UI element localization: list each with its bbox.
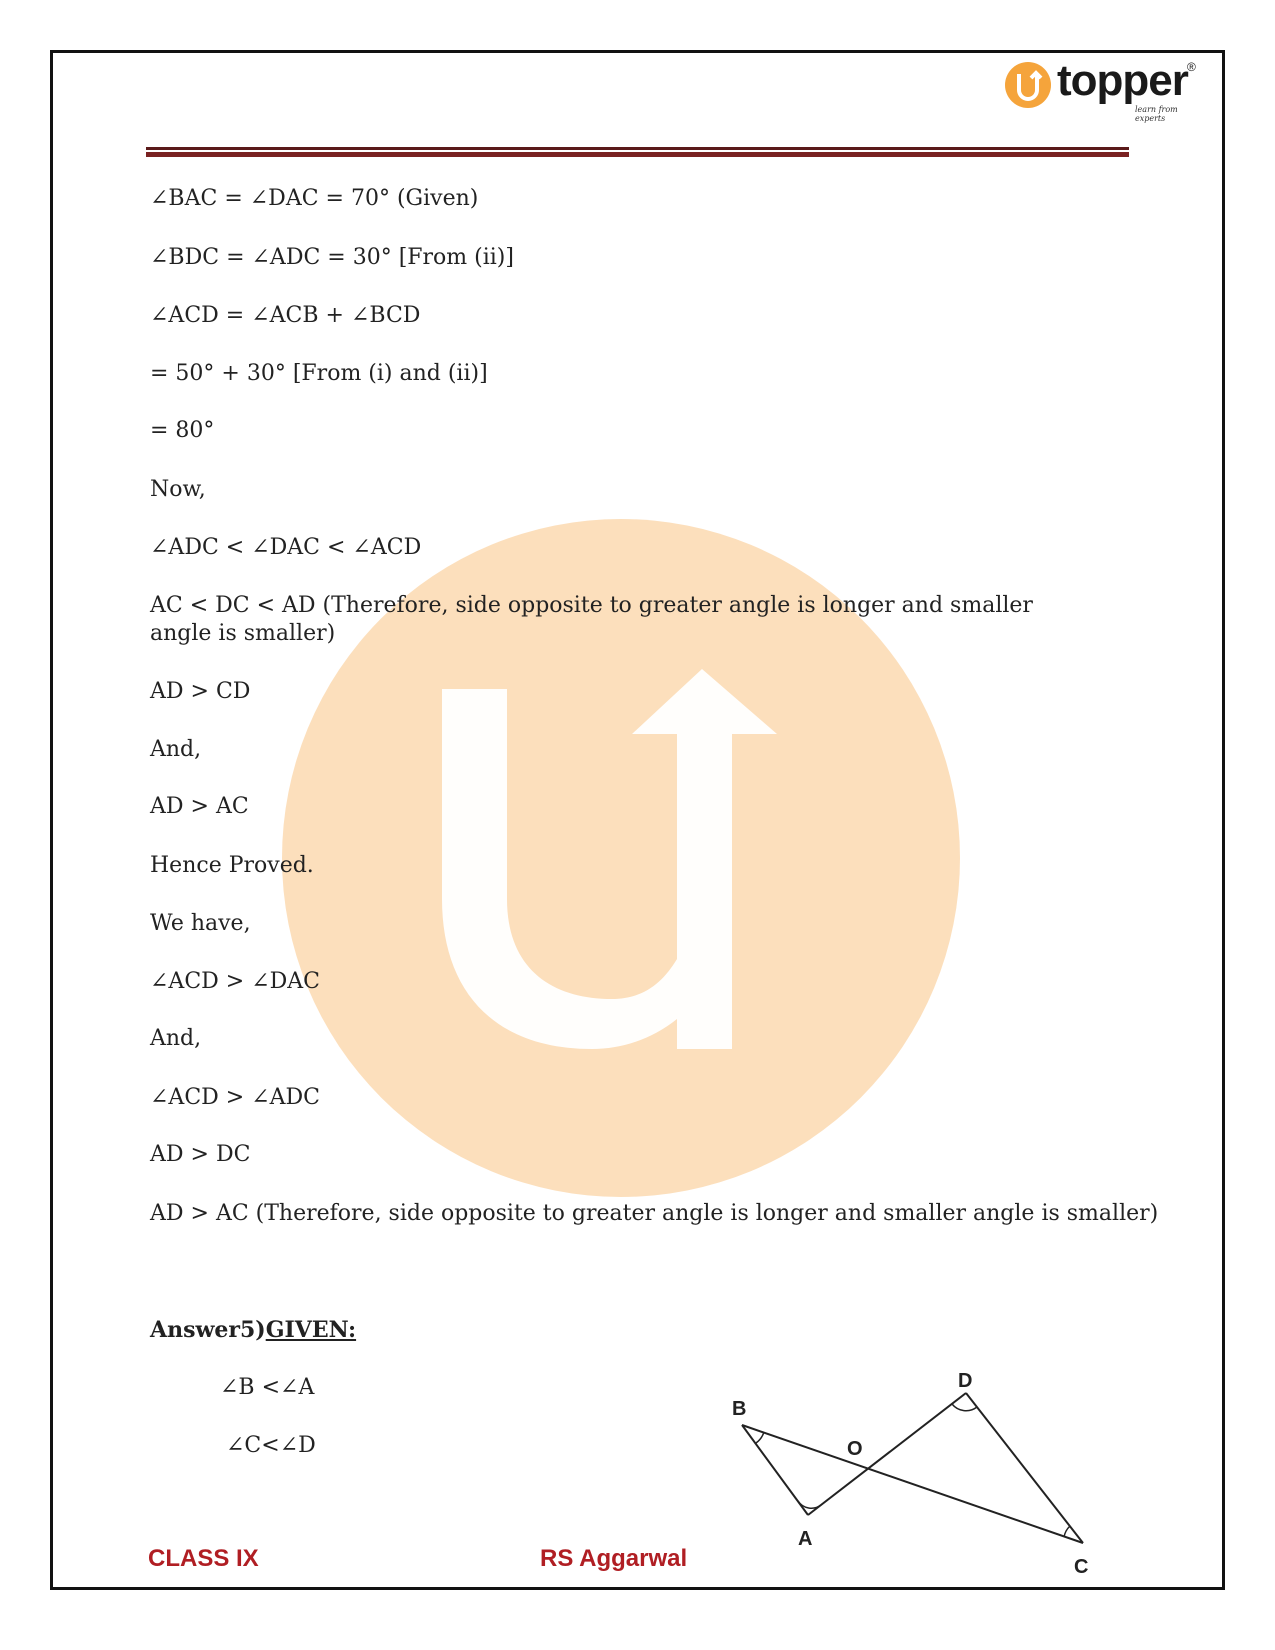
proof-line: Now,	[150, 477, 206, 502]
label-c: C	[1074, 1556, 1089, 1578]
proof-line: ∠BDC = ∠ADC = 30° [From (ii)]	[150, 245, 514, 270]
proof-line: ∠ACD = ∠ACB + ∠BCD	[150, 303, 421, 328]
angle-c-arc	[1064, 1526, 1070, 1537]
proof-line: AC < DC < AD (Therefore, side opposite to greater angle is longer and smaller angle is smaller)	[150, 593, 1033, 646]
answer-label: Answer5)	[150, 1317, 266, 1343]
proof-line: AD > DC	[150, 1142, 251, 1167]
header-rule-thick	[146, 152, 1129, 157]
proof-line: AD > AC (Therefore, side opposite to greater angle is longer and smaller angle is smaller)	[150, 1201, 1159, 1226]
logo-registered-mark: ®	[1187, 60, 1196, 74]
proof-line: Hence Proved.	[150, 853, 314, 878]
proof-line: ∠ADC < ∠DAC < ∠ACD	[150, 535, 422, 560]
proof-line: ∠ACD > ∠ADC	[150, 1085, 321, 1110]
proof-line: And,	[150, 1026, 202, 1051]
proof-line: AD > AC	[150, 794, 249, 819]
given-condition: ∠B <∠A	[220, 1375, 315, 1400]
angle-d-arc	[952, 1404, 977, 1411]
topper-logo	[1005, 56, 1205, 123]
proof-line: AD > CD	[150, 679, 251, 704]
answer-heading	[150, 1316, 356, 1344]
proof-line: And,	[150, 737, 202, 762]
given-label: GIVEN:	[265, 1317, 357, 1343]
label-a: A	[798, 1528, 813, 1550]
logo-u-icon	[1005, 62, 1051, 108]
logo-text: topper	[1057, 56, 1188, 105]
label-b: B	[732, 1398, 747, 1420]
proof-line: We have,	[150, 911, 251, 936]
footer-book-label: RS Aggarwal	[540, 1545, 688, 1572]
label-d: D	[958, 1373, 973, 1392]
header-rule-thin	[146, 147, 1129, 150]
proof-line: ∠BAC = ∠DAC = 70° (Given)	[150, 186, 479, 211]
angle-b-arc	[756, 1432, 764, 1443]
logo-tagline: learn from experts	[1135, 105, 1178, 123]
segment-ad	[808, 1393, 966, 1515]
label-o: O	[847, 1438, 863, 1460]
footer-class-label: CLASS IX	[148, 1545, 259, 1572]
segment-dc	[966, 1393, 1083, 1543]
segment-bc	[742, 1425, 1083, 1543]
proof-line: = 80°	[150, 418, 215, 443]
proof-line: = 50° + 30° [From (i) and (ii)]	[150, 361, 488, 386]
given-condition: ∠C<∠D	[226, 1433, 316, 1458]
triangle-diagram	[728, 1373, 1108, 1583]
proof-line: ∠ACD > ∠DAC	[150, 969, 321, 994]
